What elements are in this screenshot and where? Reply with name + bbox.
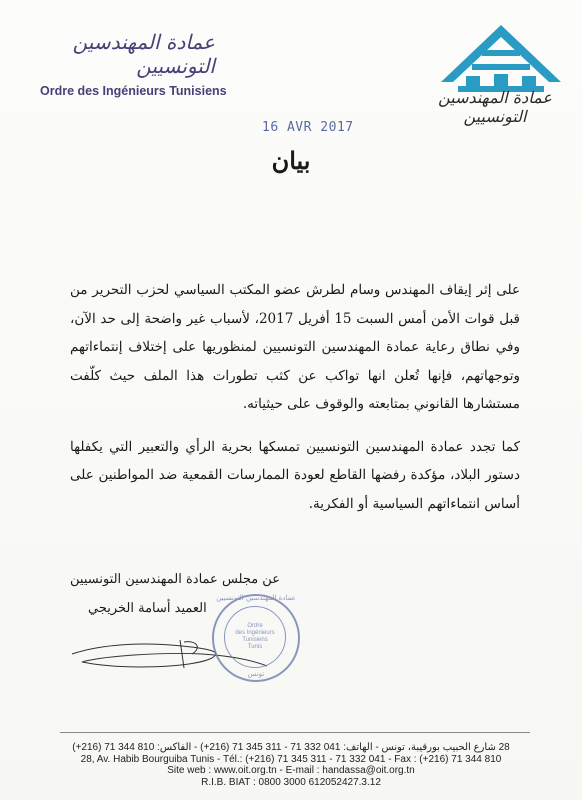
signature-council: عن مجلس عمادة المهندسين التونسيين [70,572,280,587]
stamp-line: Tunisiens [242,637,268,643]
paragraph-2: كما تجدد عمادة المهندسين التونسيين تمسكها بحرية الرأي والتعبير التي يكفلها دستور البلاد، مؤكدة رفضها القاطع لعودة الممارسات القمعية ضد المواطنين على أساس انتماءاتهم السياسية أو الفكرية. [70,438,520,512]
footer-divider [60,732,530,733]
footer [0,742,582,788]
stamp-line: des Ingénieurs [235,630,275,636]
paragraph-1: على إثر إيقاف المهندس وسام لطرش عضو المكتب السياسي لحزب التحرير من قبل قوات الأمن أمس السبت 15 أفريل 2017، لأسباب غير واضحة إلى حد الآن، وفي نطاق رعاية عمادة المهندسين التونسيين لمنظوريها على إختلاف إنتماءاتهم وتوجهاتهم، فإنها تُعلن انها تواكب عن كثب تطورات هذا الملف حيث كلّفت مستشارها القانوني بمتابعته والوقوف على حيثياته. [70,282,520,412]
letter-body [70,276,520,532]
header-left [40,30,280,98]
stamp-ring-bottom-text: تونس [247,670,265,678]
stamp-line: Ordre [247,623,263,629]
header-arabic-name: عمادة المهندسين التونسيين [72,30,215,78]
header-french-name: Ordre des Ingénieurs Tunisiens [40,84,227,98]
footer-address-french: 28, Av. Habib Bourguiba Tunis - Tél.: (+216) 71 345 311 - 71 332 041 - Fax : (+216) 71 344 810 [80,753,502,765]
official-round-stamp [212,594,300,682]
received-date-stamp: 16 AVR 2017 [262,120,354,135]
footer-web: Site web : www.oit.org.tn - E-mail : handassa@oit.org.tn [167,765,415,776]
signature-dean: العميد أسامة الخريجي [88,601,207,616]
stamp-ring-text: عمادة المهندسين التونسيين [216,594,296,602]
stamp-center [224,606,286,668]
footer-rib: R.I.B. BIAT : 0800 3000 612052427.3.12 [201,776,381,788]
logo-arabic-caption: عمادة المهندسين التونسيين [438,88,552,126]
footer-address-arabic: 28 شارع الحبيب بورقيبة، تونس - الهاتف: 041 332 71 - 311 345 71 (216+) - الفاكس: 810 344 71 (216+) [72,742,510,753]
stamp-line: Tunis [247,644,263,650]
document-title: بيان [271,146,311,175]
